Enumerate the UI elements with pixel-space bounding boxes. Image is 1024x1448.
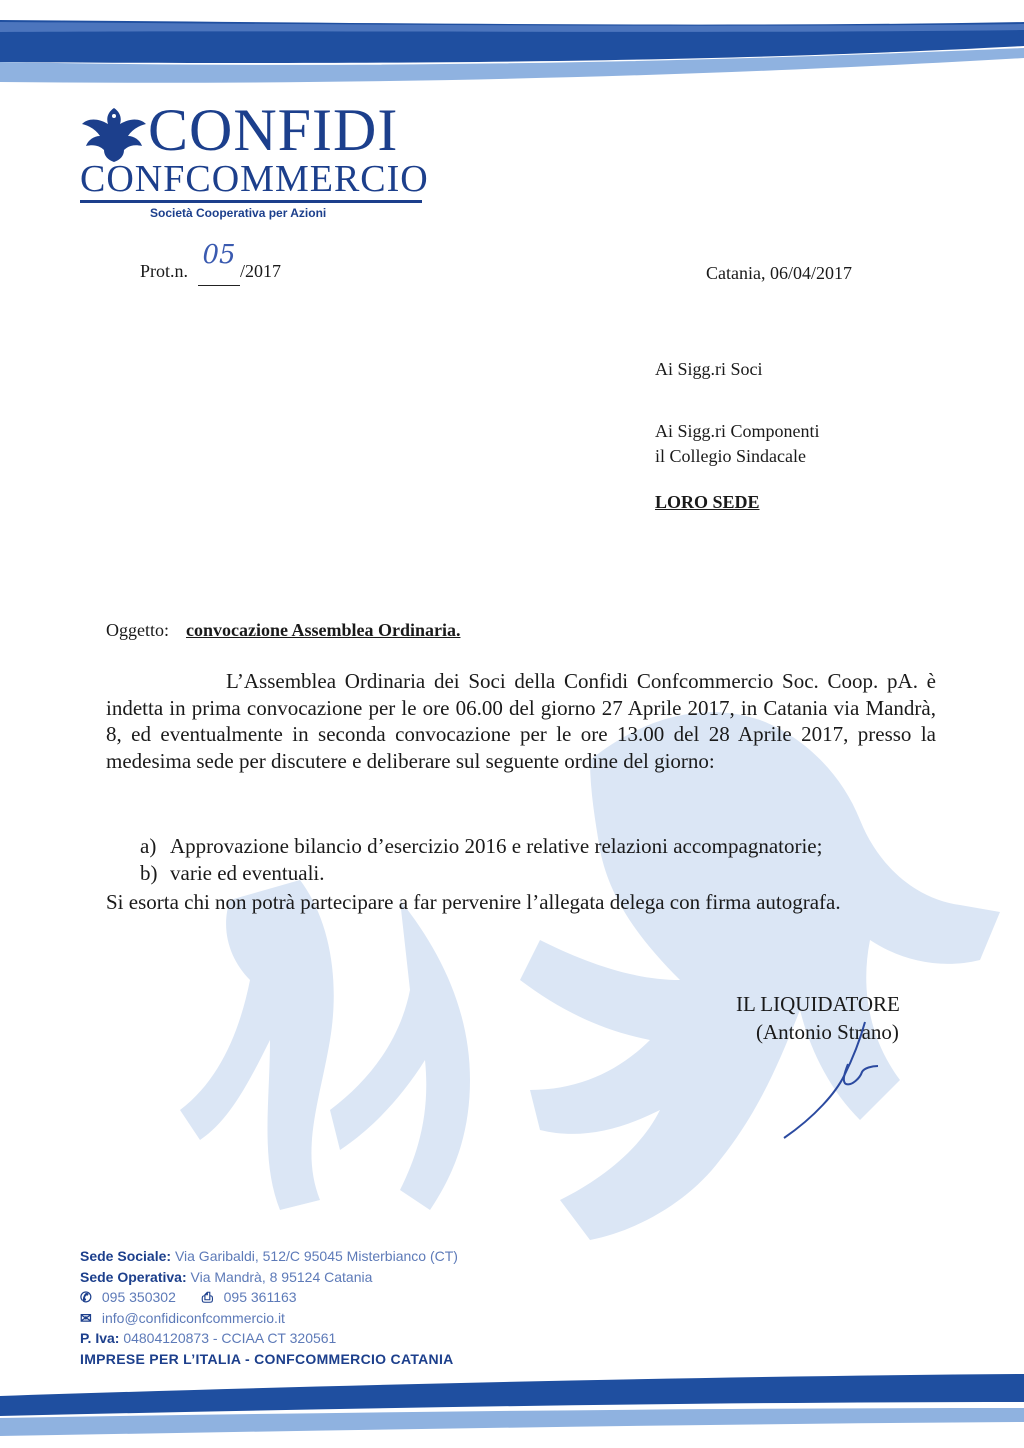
recipient-componenti: Ai Sigg.ri Componenti: [655, 421, 820, 441]
body-paragraph: L’Assemblea Ordinaria dei Soci della Confidi Confcommercio Soc. Coop. pA. è indetta in prima convocazione per le ore 06.00 del giorno 27 Aprile 2017, in Catania via Mandrà, 8, ed eventualmente in seconda convocazione per le ore 13.00 del 28 Aprile 2017, presso la medesima sede per discutere e deliberare sul seguente ordine del giorno:: [106, 669, 936, 773]
date-place: Catania, 06/04/2017: [706, 263, 852, 283]
protocol-underline: [198, 285, 240, 286]
footer-email: [80, 1308, 458, 1329]
fax-number: 095 361163: [223, 1289, 297, 1305]
recipient-loro-sede: LORO SEDE: [655, 492, 760, 512]
agenda-item: [140, 833, 940, 860]
phone-number[interactable]: 095 350302: [101, 1289, 176, 1305]
agenda-marker: b): [140, 861, 158, 885]
signatory-role: IL LIQUIDATORE: [736, 992, 900, 1016]
sede-sociale-value: Via Garibaldi, 512/C 95045 Misterbianco (CT): [174, 1248, 458, 1264]
recipient-collegio: il Collegio Sindacale: [655, 446, 806, 466]
logo-divider: [80, 200, 422, 203]
closing-paragraph: Si esorta chi non potrà partecipare a far pervenire l’allegata delega con firma autografa.: [106, 890, 841, 914]
footer-wave-band: [0, 1368, 1024, 1448]
footer-contacts: [80, 1246, 458, 1369]
agenda-item: [140, 860, 940, 887]
recipient-soci: Ai Sigg.ri Soci: [655, 359, 763, 379]
signatory-name: (Antonio Strano): [756, 1020, 899, 1044]
email-link[interactable]: info@confidiconfcommercio.it: [101, 1309, 285, 1326]
subject-label: Oggetto:: [106, 620, 169, 640]
sede-operativa-label: Sede Operativa:: [80, 1268, 187, 1285]
fax-icon: ⎙: [201, 1289, 213, 1305]
piva-label: P. Iva:: [80, 1330, 120, 1346]
sede-sociale-label: Sede Sociale:: [80, 1248, 172, 1264]
agenda-marker: a): [140, 834, 157, 858]
logo-subtitle: CONFCOMMERCIO: [80, 158, 429, 200]
envelope-icon: ✉: [80, 1309, 92, 1326]
eagle-icon: [80, 104, 148, 164]
phone-icon: ✆: [80, 1289, 92, 1305]
protocol-year: /2017: [240, 261, 282, 281]
logo-title: CONFIDI: [148, 97, 399, 163]
footer-phone-fax: [80, 1287, 458, 1308]
agenda-text: Approvazione bilancio d’esercizio 2016 e relative relazioni accompagnatorie;: [170, 834, 823, 858]
agenda-text: varie ed eventuali.: [170, 861, 325, 885]
footer-slogan: IMPRESE PER L’ITALIA - CONFCOMMERCIO CATANIA: [80, 1350, 454, 1367]
agenda-list: [140, 833, 940, 887]
footer-piva: [80, 1328, 458, 1349]
footer-sede-operativa: [80, 1267, 458, 1288]
handwritten-signature: [760, 1020, 900, 1140]
logo-tagline: Società Cooperativa per Azioni: [150, 206, 327, 220]
footer-sede-sociale: [80, 1246, 458, 1267]
protocol-label: Prot.n.: [140, 261, 189, 281]
sede-operativa-value: Via Mandrà, 8 95124 Catania: [190, 1268, 373, 1285]
protocol-number-handwritten: 05: [202, 240, 236, 270]
piva-value: 04804120873 - CCIAA CT 320561: [123, 1330, 337, 1346]
subject-text: convocazione Assemblea Ordinaria.: [186, 620, 461, 640]
